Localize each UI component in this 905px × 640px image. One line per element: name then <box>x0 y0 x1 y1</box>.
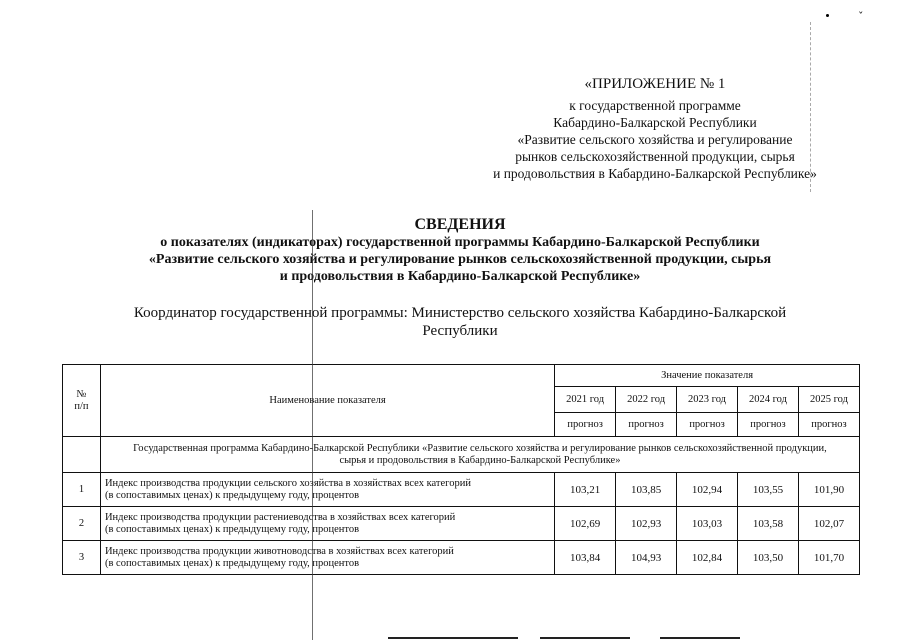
row-value: 101,90 <box>798 473 859 507</box>
row-value: 103,50 <box>738 541 799 575</box>
header-number-sign: № <box>76 388 87 400</box>
scan-edge <box>388 637 518 639</box>
row-value: 103,21 <box>555 473 616 507</box>
scan-fold-line <box>312 210 313 640</box>
row-number: 3 <box>63 541 101 575</box>
table-row <box>63 473 860 507</box>
header-number-pp: п/п <box>74 400 89 412</box>
row-value: 103,03 <box>677 507 738 541</box>
appendix-line: Кабардино-Балкарской Республики <box>553 115 757 130</box>
row-value: 103,58 <box>738 507 799 541</box>
appendix-line: и продовольствия в Кабардино-Балкарской Республике» <box>493 166 817 181</box>
coordinator-text <box>110 304 810 340</box>
row-name-line: Индекс производства продукции животноводства в хозяйствах всех категорий <box>104 545 454 557</box>
table-row <box>63 541 860 575</box>
header-number <box>63 365 101 437</box>
heading-title: СВЕДЕНИЯ <box>414 216 506 233</box>
row-value: 102,93 <box>616 507 677 541</box>
header-year: 2024 год <box>738 387 799 413</box>
coordinator-line: Республики <box>422 323 498 339</box>
row-number: 1 <box>63 473 101 507</box>
row-name-line: Индекс производства продукции растениеводства в хозяйствах всех категорий <box>104 511 456 523</box>
header-forecast: прогноз <box>677 413 738 437</box>
row-value: 101,70 <box>798 541 859 575</box>
header-indicator-value: Значение показателя <box>555 365 860 387</box>
header-year: 2023 год <box>677 387 738 413</box>
row-indicator-name <box>100 541 554 575</box>
header-year: 2025 год <box>798 387 859 413</box>
header-indicator-name: Наименование показателя <box>100 365 554 437</box>
heading-line: «Развитие сельского хозяйства и регулирование рынков сельскохозяйственной продукции, сырья <box>148 252 772 267</box>
appendix-line: «Развитие сельского хозяйства и регулирование <box>517 132 793 147</box>
row-value: 102,94 <box>677 473 738 507</box>
row-value: 103,55 <box>738 473 799 507</box>
row-value: 103,84 <box>555 541 616 575</box>
row-value: 102,84 <box>677 541 738 575</box>
header-forecast: прогноз <box>798 413 859 437</box>
heading-line: и продовольствия в Кабардино-Балкарской Республике» <box>279 269 641 284</box>
row-value: 102,07 <box>798 507 859 541</box>
appendix-title: «ПРИЛОЖЕНИЕ № 1 <box>584 76 726 92</box>
program-row-blank <box>63 437 101 473</box>
row-indicator-name <box>100 473 554 507</box>
row-value: 104,93 <box>616 541 677 575</box>
scan-edge <box>540 637 630 639</box>
row-value: 102,69 <box>555 507 616 541</box>
coordinator-line: Координатор государственной программы: Министерство сельского хозяйства Кабардино-Балкарской <box>133 305 787 321</box>
row-name-line: Индекс производства продукции сельского хозяйства в хозяйствах всех категорий <box>104 477 471 489</box>
row-name-line: (в сопоставимых ценах) к предыдущему году, процентов <box>104 523 360 535</box>
row-name-line: (в сопоставимых ценах) к предыдущему году, процентов <box>104 489 360 501</box>
row-indicator-name <box>100 507 554 541</box>
header-year: 2022 год <box>616 387 677 413</box>
heading-line: о показателях (индикаторах) государственной программы Кабардино-Балкарской Республики <box>160 235 760 250</box>
document-heading <box>80 216 840 285</box>
scan-mark: ˇ <box>858 10 864 23</box>
table-row <box>63 507 860 541</box>
header-year: 2021 год <box>555 387 616 413</box>
scan-edge <box>660 637 740 639</box>
scan-dot <box>826 14 829 17</box>
row-value: 103,85 <box>616 473 677 507</box>
indicators-table <box>62 364 860 575</box>
appendix-block <box>440 76 870 182</box>
header-forecast: прогноз <box>616 413 677 437</box>
row-number: 2 <box>63 507 101 541</box>
program-row: Государственная программа Кабардино-Балкарской Республики «Развитие сельского хозяйства и регулирование рынков сельскохозяйственной продукции, сырья и продовольствия в Кабардино-Балкарской Республике» <box>100 437 859 473</box>
appendix-line: рынков сельскохозяйственной продукции, сырья <box>515 149 795 164</box>
row-name-line: (в сопоставимых ценах) к предыдущему году, процентов <box>104 557 360 569</box>
appendix-line: к государственной программе <box>569 98 741 113</box>
header-forecast: прогноз <box>555 413 616 437</box>
header-forecast: прогноз <box>738 413 799 437</box>
